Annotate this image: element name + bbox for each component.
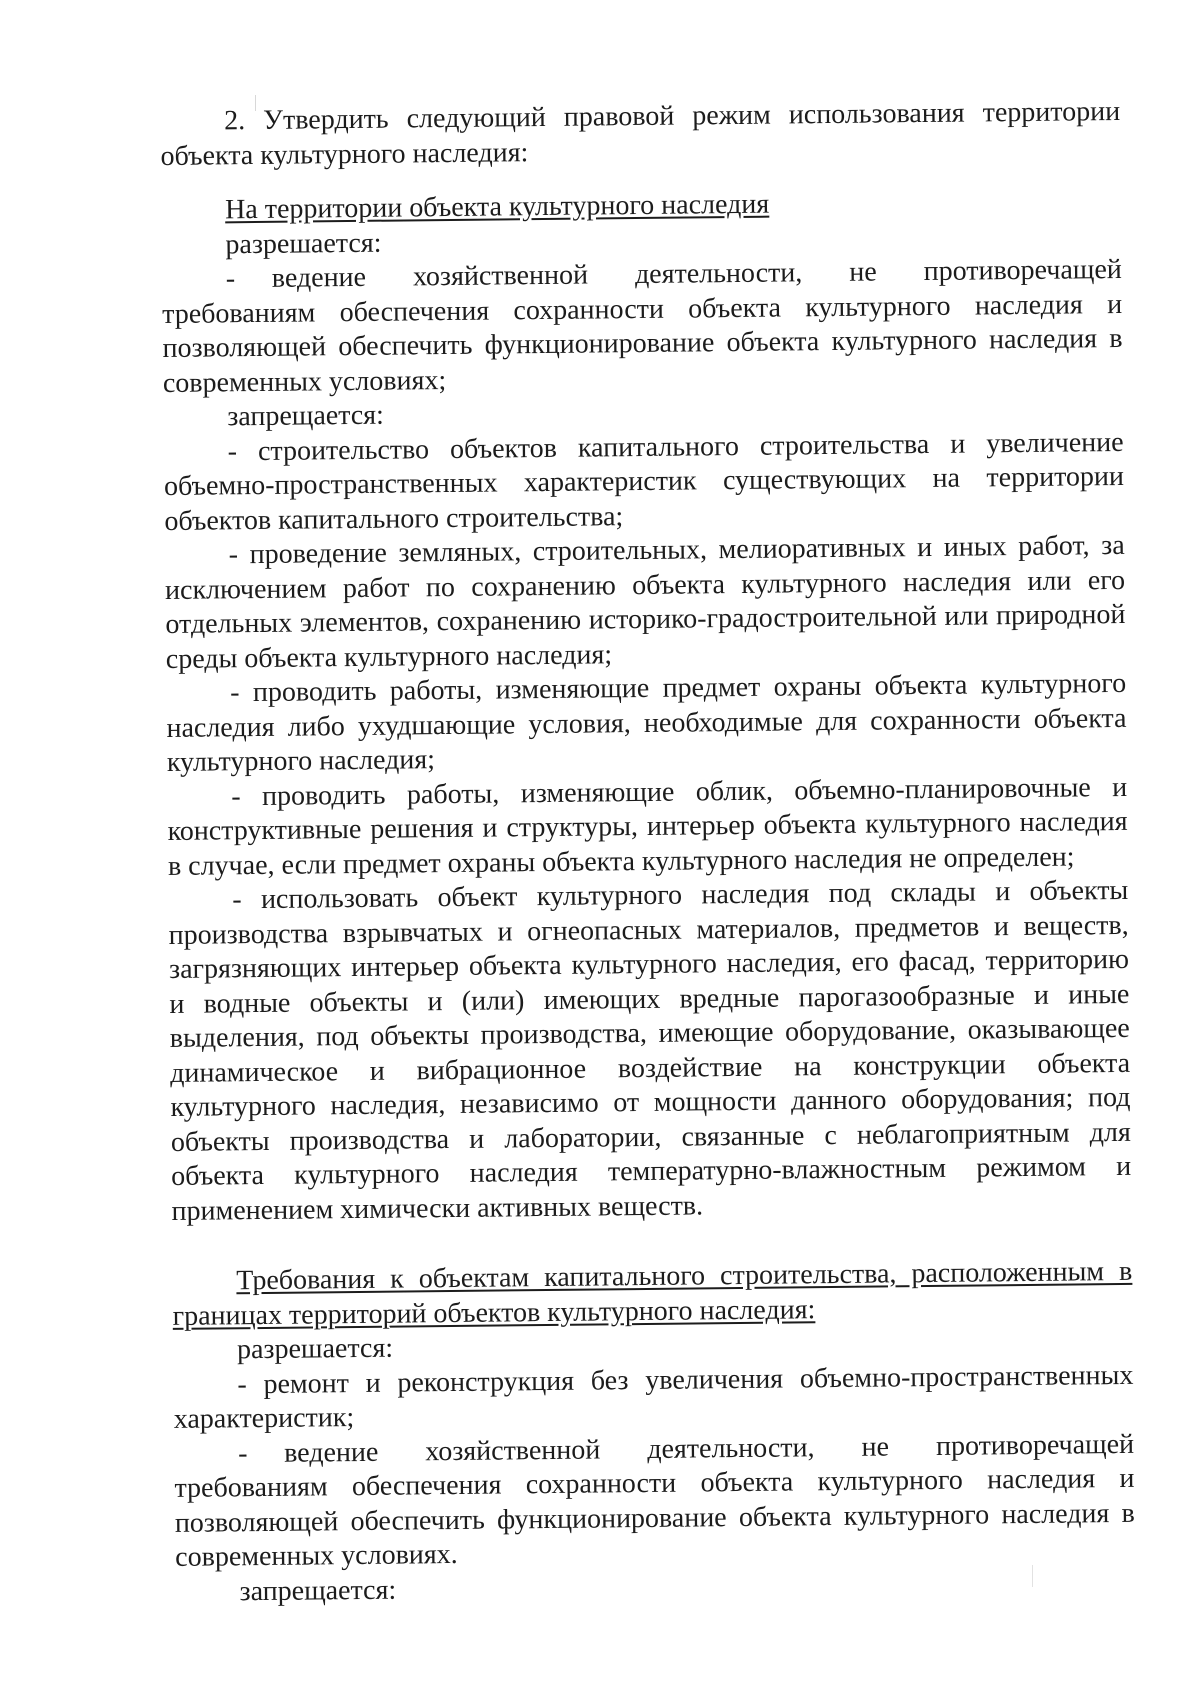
section-2-heading: Требования к объектам капитального строительства, расположенным в границах территорий объектов культурного наследия: <box>172 1255 1133 1332</box>
allowed-label: разрешается: <box>236 1332 394 1366</box>
dash-marker: - <box>237 1437 248 1469</box>
list-item-text: ведение хозяйственной деятельности, не противоречащей требованиям обеспечения сохранности объекта культурного наследия и позволяющей обеспечить функционирование объекта культурного наследия в современных условиях; <box>162 253 1123 399</box>
section-heading <box>172 1255 1133 1334</box>
list-item: - ремонт и реконструкция без увеличения объемно-пространственных характеристик; <box>173 1359 1134 1435</box>
list-item: - строительство объектов капитального строительства и увеличение объемно-пространственных характеристик существующих на территории объектов капитального строительства; <box>163 426 1125 537</box>
list-item: - проводить работы, изменяющие облик, объемно-планировочные и конструктивные решения и структуры, интерьер объекта культурного наследия в случае, если предмет охраны объекта культурного наследия не определен; <box>167 771 1128 882</box>
list-item: - использовать объект культурного наследия под склады и объекты производства взрывчатых и огнеопасных материалов, предметов и веществ, загрязняющих интерьер объекта культурного наследия, его фасад, территорию и водные объекты и (или) имеющих вредные парогазообразные и иные выделения, под объекты производства, имеющие оборудование, оказывающее динамическое и вибрационное воздействие на конструкции объекта культурного наследия, независимо от мощности данного оборудования; под объекты производства и лаборатории, связанные с неблагоприятным для объекта культурного наследия температурно-влажностным режимом и применением химически активных веществ. <box>168 874 1132 1227</box>
document-page <box>160 95 1136 1610</box>
dash-marker: - <box>225 263 236 295</box>
list-item: - проведение земляных, строительных, мелиоративных и иных работ, за исключением работ по сохранению объекта культурного наследия или его отдельных элементов, сохранению историко-градостроительной или природной среды объекта культурного наследия; <box>164 529 1126 675</box>
list-item <box>174 1427 1135 1575</box>
forbidden-label: запрещается: <box>227 399 385 433</box>
allowed-label: разрешается: <box>225 227 382 260</box>
section-1-heading: На территории объекта культурного наследия <box>224 188 770 226</box>
list-item-text: ведение хозяйственной деятельности, не противоречащей требованиям обеспечения сохранности объекта культурного наследия и позволяющей обеспечить функционирование объекта культурного наследия в современных условиях. <box>174 1428 1135 1573</box>
intro-paragraph: 2. Утвердить следующий правовой режим использования территории объекта культурного наследия: <box>160 95 1121 172</box>
list-item: - проводить работы, изменяющие предмет охраны объекта культурного наследия либо ухудшающие условия, необходимые для сохранности объекта культурного наследия; <box>166 667 1127 778</box>
list-item <box>162 253 1123 401</box>
forbidden-label: запрещается: <box>239 1574 397 1607</box>
